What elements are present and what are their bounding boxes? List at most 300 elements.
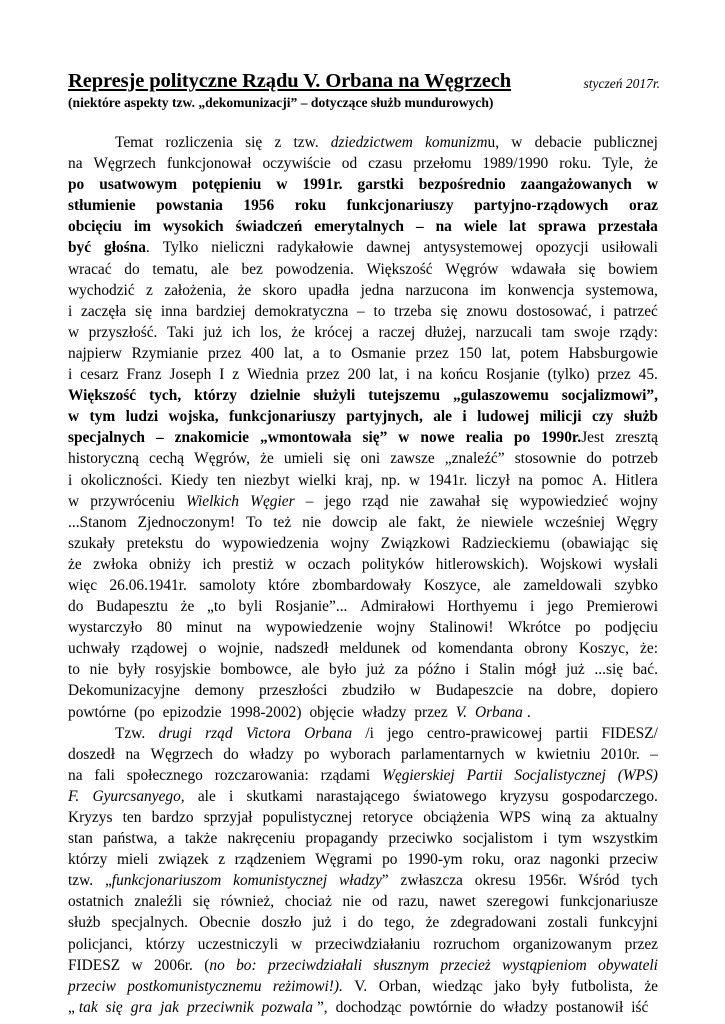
word xyxy=(273,976,343,997)
text-run: stosownie xyxy=(514,450,577,468)
word xyxy=(345,470,373,491)
text-run: obcięciu xyxy=(68,218,122,236)
text-run: – xyxy=(415,218,424,236)
text-run: a xyxy=(312,344,320,362)
text-run: przeciwdziałali xyxy=(267,956,363,974)
text-run: związek xyxy=(158,851,209,869)
text-run: historyczną xyxy=(68,450,139,468)
text-run: szybko xyxy=(614,576,658,594)
word xyxy=(68,575,97,596)
text-run: umieli xyxy=(283,450,324,468)
text-run: Joseph xyxy=(169,366,212,384)
text-run: Kryzys xyxy=(68,809,113,826)
word xyxy=(456,702,471,723)
text-run: zdegradowani xyxy=(450,914,537,932)
text-run: specjalnych. xyxy=(111,914,189,932)
word xyxy=(425,132,499,153)
text-run: meldunek xyxy=(339,640,401,658)
text-run: to xyxy=(329,344,342,362)
text-run: przeciw xyxy=(68,977,116,995)
text-line xyxy=(68,322,658,343)
text-run: parlamentarnych xyxy=(401,745,505,763)
text-run: po xyxy=(68,176,85,194)
text-run: że xyxy=(291,323,305,341)
text-run: i xyxy=(229,787,234,805)
word xyxy=(163,216,224,237)
text-run: „znaleźć” xyxy=(444,450,505,468)
word xyxy=(308,280,349,301)
text-run: od xyxy=(372,893,388,911)
text-run: zwłoka xyxy=(93,555,138,573)
text-run: przyszłość. xyxy=(88,323,158,341)
word xyxy=(465,659,469,680)
text-run: „ xyxy=(104,872,112,890)
text-run: do xyxy=(357,914,374,932)
text-run: którzy xyxy=(68,851,108,869)
text-line xyxy=(68,680,658,701)
text-run: po xyxy=(382,851,398,869)
word xyxy=(68,385,136,406)
word xyxy=(592,828,658,849)
word xyxy=(381,470,400,491)
text-run: narzucona xyxy=(405,281,469,299)
word xyxy=(150,744,212,765)
text-run: obniży xyxy=(149,555,191,573)
word xyxy=(562,385,658,406)
word xyxy=(430,491,480,512)
text-run: na xyxy=(417,366,433,384)
text-line xyxy=(68,723,658,744)
text-run: Kiedy xyxy=(170,471,209,489)
word xyxy=(474,195,608,216)
text-run: Hitlera xyxy=(615,471,658,489)
word xyxy=(94,765,115,786)
word xyxy=(363,807,413,828)
text-run: i xyxy=(68,302,73,320)
word xyxy=(508,617,561,638)
text-run: zameldowali xyxy=(523,576,602,594)
text-line xyxy=(68,807,658,828)
text-run: partyjnych, xyxy=(346,408,423,426)
text-run: 1998-2002) xyxy=(229,703,302,721)
word xyxy=(650,744,658,765)
word xyxy=(68,702,130,723)
text-run: „to xyxy=(206,598,226,616)
word xyxy=(187,997,258,1018)
word xyxy=(514,849,540,870)
word xyxy=(418,659,456,680)
word xyxy=(419,174,506,195)
text-run: do xyxy=(223,745,239,763)
word xyxy=(132,955,143,976)
text-run: 1941r. xyxy=(428,471,468,489)
word xyxy=(306,491,314,512)
text-run: funkcjonariuszy xyxy=(346,197,454,215)
word xyxy=(368,153,402,174)
word xyxy=(192,174,261,195)
word xyxy=(400,491,419,512)
word xyxy=(203,322,222,343)
text-run: lat, xyxy=(491,344,511,362)
text-run: nieliczni xyxy=(211,239,265,257)
word xyxy=(592,470,607,491)
word xyxy=(426,912,440,933)
word xyxy=(373,955,429,976)
word xyxy=(407,849,463,870)
text-run: jak xyxy=(160,998,179,1016)
body-text xyxy=(68,132,658,1018)
text-run: w xyxy=(68,492,80,510)
text-run: powstania xyxy=(156,197,223,215)
text-run: na xyxy=(528,682,543,700)
text-run: retoryce xyxy=(362,809,413,826)
word xyxy=(365,723,374,744)
text-run: także xyxy=(184,830,218,848)
text-run: tutejszemu xyxy=(368,387,441,405)
word xyxy=(509,216,526,237)
text-run: czy xyxy=(591,408,614,426)
word xyxy=(438,638,513,659)
text-run: swoje xyxy=(574,323,610,341)
word xyxy=(99,174,177,195)
text-run: los, xyxy=(259,323,282,341)
text-run: nie xyxy=(89,661,109,679)
word xyxy=(167,322,194,343)
word xyxy=(149,385,181,406)
text-run: Koszyc, xyxy=(578,640,629,658)
word xyxy=(90,491,175,512)
word xyxy=(127,976,261,997)
word xyxy=(578,259,595,280)
word xyxy=(616,512,658,533)
word xyxy=(68,216,122,237)
word xyxy=(530,596,534,617)
word xyxy=(194,448,250,469)
word xyxy=(298,470,336,491)
text-run: rząd xyxy=(362,492,389,510)
text-line xyxy=(68,849,658,870)
word xyxy=(68,470,72,491)
word xyxy=(156,427,164,448)
text-run: – xyxy=(155,429,164,447)
word xyxy=(163,702,226,723)
word xyxy=(625,934,658,955)
word xyxy=(276,259,354,280)
text-run: 1956r. xyxy=(527,872,567,890)
text-run: skoro xyxy=(262,281,297,299)
text-run: w xyxy=(408,471,420,489)
word xyxy=(246,512,262,533)
text-run: Horthyemu xyxy=(447,598,518,616)
text-run: a xyxy=(167,830,175,848)
word xyxy=(68,195,136,216)
word xyxy=(619,322,657,343)
word xyxy=(196,301,246,322)
word xyxy=(232,364,239,385)
text-run: zostali xyxy=(547,914,588,932)
text-run: Większość xyxy=(68,387,137,405)
word xyxy=(476,470,510,491)
word xyxy=(195,533,210,554)
text-run: centro-prawicowej xyxy=(427,724,543,742)
word xyxy=(131,638,187,659)
text-run: kwietniu xyxy=(536,745,591,763)
text-run: wychodzić xyxy=(68,281,135,299)
word xyxy=(218,638,264,659)
word xyxy=(149,448,184,469)
text-run: Węgrów xyxy=(445,260,499,278)
word xyxy=(513,934,612,955)
text-run: 26.06.1941r. xyxy=(109,576,187,594)
text-line xyxy=(68,912,658,933)
text-run: jego xyxy=(387,724,414,742)
word xyxy=(599,912,658,933)
word xyxy=(211,237,264,258)
word xyxy=(68,174,84,195)
word xyxy=(382,765,455,786)
text-run: władzy xyxy=(249,745,294,763)
word xyxy=(247,364,299,385)
text-run: po xyxy=(575,619,591,637)
text-run: chociaż xyxy=(284,893,332,911)
word xyxy=(410,680,421,701)
text-line xyxy=(68,406,658,427)
word xyxy=(68,596,83,617)
text-run: propagandy xyxy=(305,830,379,848)
text-run: antysystemowej xyxy=(423,239,523,257)
text-run: się xyxy=(440,302,458,320)
word xyxy=(613,554,657,575)
word xyxy=(594,132,658,153)
text-run: końcu xyxy=(440,366,478,384)
text-run: w xyxy=(514,745,526,763)
text-run: przez xyxy=(306,366,340,384)
word xyxy=(68,765,83,786)
text-run: oraz xyxy=(628,197,658,215)
text-run: funkcjonariuszy xyxy=(228,408,336,426)
text-line xyxy=(68,533,658,554)
word xyxy=(202,554,221,575)
word xyxy=(124,259,139,280)
word xyxy=(543,828,547,849)
text-run: konwencja xyxy=(507,281,575,299)
word xyxy=(528,680,543,701)
text-run: ale xyxy=(388,513,407,531)
text-run: przez xyxy=(597,366,631,384)
text-line xyxy=(68,934,658,955)
text-run: zwłaszcza xyxy=(400,872,463,890)
word xyxy=(524,638,568,659)
word xyxy=(302,174,342,195)
word xyxy=(586,448,601,469)
text-run: jego xyxy=(324,492,352,510)
text-run: funkcyjni xyxy=(598,914,658,932)
text-run: ale xyxy=(492,576,511,594)
text-run: przecież xyxy=(440,956,491,974)
word xyxy=(68,280,135,301)
text-run: „wmontowała xyxy=(260,429,352,447)
text-run: 1991r. xyxy=(302,176,343,194)
word xyxy=(433,406,452,427)
text-run: wojny xyxy=(376,619,416,637)
word xyxy=(464,216,497,237)
word xyxy=(238,280,252,301)
word xyxy=(246,786,302,807)
word xyxy=(569,343,658,364)
word xyxy=(447,596,517,617)
word xyxy=(242,259,263,280)
word xyxy=(149,554,191,575)
text-run: że xyxy=(68,555,82,573)
text-run: liczył xyxy=(475,471,510,489)
word xyxy=(330,744,391,765)
word xyxy=(251,343,274,364)
word xyxy=(597,364,630,385)
word xyxy=(68,659,80,680)
text-run: o xyxy=(198,640,207,658)
word xyxy=(134,891,182,912)
word xyxy=(250,491,294,512)
text-run: wysokich xyxy=(162,218,224,236)
text-run: Węgry xyxy=(616,513,658,531)
text-line xyxy=(68,955,658,976)
text-run: 1956 xyxy=(243,197,275,215)
text-run: sprzyjał xyxy=(203,809,253,826)
text-run: podjęciu xyxy=(604,619,658,637)
word xyxy=(351,343,406,364)
text-run: którzy xyxy=(145,935,185,953)
text-run: roku. xyxy=(559,155,592,173)
text-run: Węgrzech xyxy=(93,155,156,173)
word xyxy=(433,934,500,955)
text-run: po xyxy=(513,429,531,447)
word xyxy=(601,744,640,765)
text-run: funkcjonariusze xyxy=(559,893,658,911)
word xyxy=(315,934,420,955)
word xyxy=(631,997,652,1018)
word xyxy=(115,132,153,153)
word xyxy=(291,322,305,343)
text-run: pretekstu xyxy=(126,534,184,552)
word xyxy=(68,237,91,258)
text-run: Wiednia xyxy=(247,366,299,384)
text-line xyxy=(68,512,658,533)
word xyxy=(96,596,168,617)
text-run: ” xyxy=(381,872,389,890)
text-run: ale xyxy=(301,661,320,679)
word xyxy=(491,491,508,512)
text-run: WPS xyxy=(499,809,531,826)
text-run: – xyxy=(650,745,658,763)
word xyxy=(259,680,327,701)
text-run: Partii xyxy=(466,766,503,784)
text-run: rządy: xyxy=(619,323,658,341)
word xyxy=(418,364,433,385)
text-run: Habsburgowie xyxy=(568,344,658,362)
word xyxy=(586,596,658,617)
text-line xyxy=(68,174,658,195)
word xyxy=(379,322,416,343)
word xyxy=(363,427,388,448)
word xyxy=(368,385,440,406)
word xyxy=(171,470,209,491)
text-run: ale xyxy=(197,787,216,805)
text-run: populistycznej xyxy=(262,809,353,826)
text-run: dochodząc xyxy=(335,998,402,1016)
text-run: w xyxy=(131,956,143,974)
word xyxy=(644,976,658,997)
text-run: roku, xyxy=(472,851,505,869)
text-run: to xyxy=(68,661,80,679)
text-run: rządowej xyxy=(131,640,188,658)
word xyxy=(594,659,623,680)
text-run: dopiero xyxy=(610,682,658,700)
text-run: i xyxy=(465,661,470,679)
text-run: 150 xyxy=(458,344,482,362)
text-run: no xyxy=(209,956,225,974)
text-run: cechą xyxy=(149,450,185,468)
word xyxy=(592,406,613,427)
text-run: usiłowali xyxy=(601,239,658,257)
text-run: na xyxy=(236,619,252,637)
word xyxy=(158,849,208,870)
text-run: radykałowie xyxy=(277,239,354,257)
word xyxy=(308,554,351,575)
word xyxy=(68,955,120,976)
text-run: że xyxy=(425,914,440,932)
text-run: narzucali xyxy=(475,323,533,341)
text-run: od xyxy=(411,640,427,658)
text-run: cesarz xyxy=(80,366,119,384)
text-run: bać. xyxy=(632,661,658,679)
word xyxy=(336,997,406,1018)
word xyxy=(429,617,493,638)
text-run: się xyxy=(134,302,153,320)
word xyxy=(394,301,432,322)
word xyxy=(342,153,357,174)
text-run: funkcjonował xyxy=(166,155,252,173)
word xyxy=(131,997,156,1018)
text-run: z xyxy=(146,281,153,299)
text-run: partyjno-rządowych xyxy=(474,197,609,215)
word xyxy=(462,533,550,554)
text-run: wielki xyxy=(297,471,337,489)
word xyxy=(68,997,102,1018)
word xyxy=(236,955,257,976)
word xyxy=(163,237,199,258)
word xyxy=(416,216,424,237)
text-run: 1990r. xyxy=(541,429,582,447)
text-run: w xyxy=(398,429,410,447)
word xyxy=(306,364,339,385)
word xyxy=(246,723,291,744)
text-run: przeciwdziałaniu xyxy=(315,935,421,953)
text-run: policjanci, xyxy=(68,935,133,953)
word xyxy=(89,322,158,343)
word xyxy=(348,364,371,385)
word xyxy=(152,259,198,280)
text-line xyxy=(68,596,658,617)
word xyxy=(598,955,658,976)
text-run: Dekomunizacyjne xyxy=(68,682,180,700)
text-run: zawahał xyxy=(429,492,481,510)
word xyxy=(333,448,350,469)
text-run: oczach xyxy=(307,555,351,573)
text-run: roku xyxy=(294,197,327,215)
text-run: lat xyxy=(509,218,527,236)
word xyxy=(204,955,225,976)
text-run: demony xyxy=(194,682,245,700)
